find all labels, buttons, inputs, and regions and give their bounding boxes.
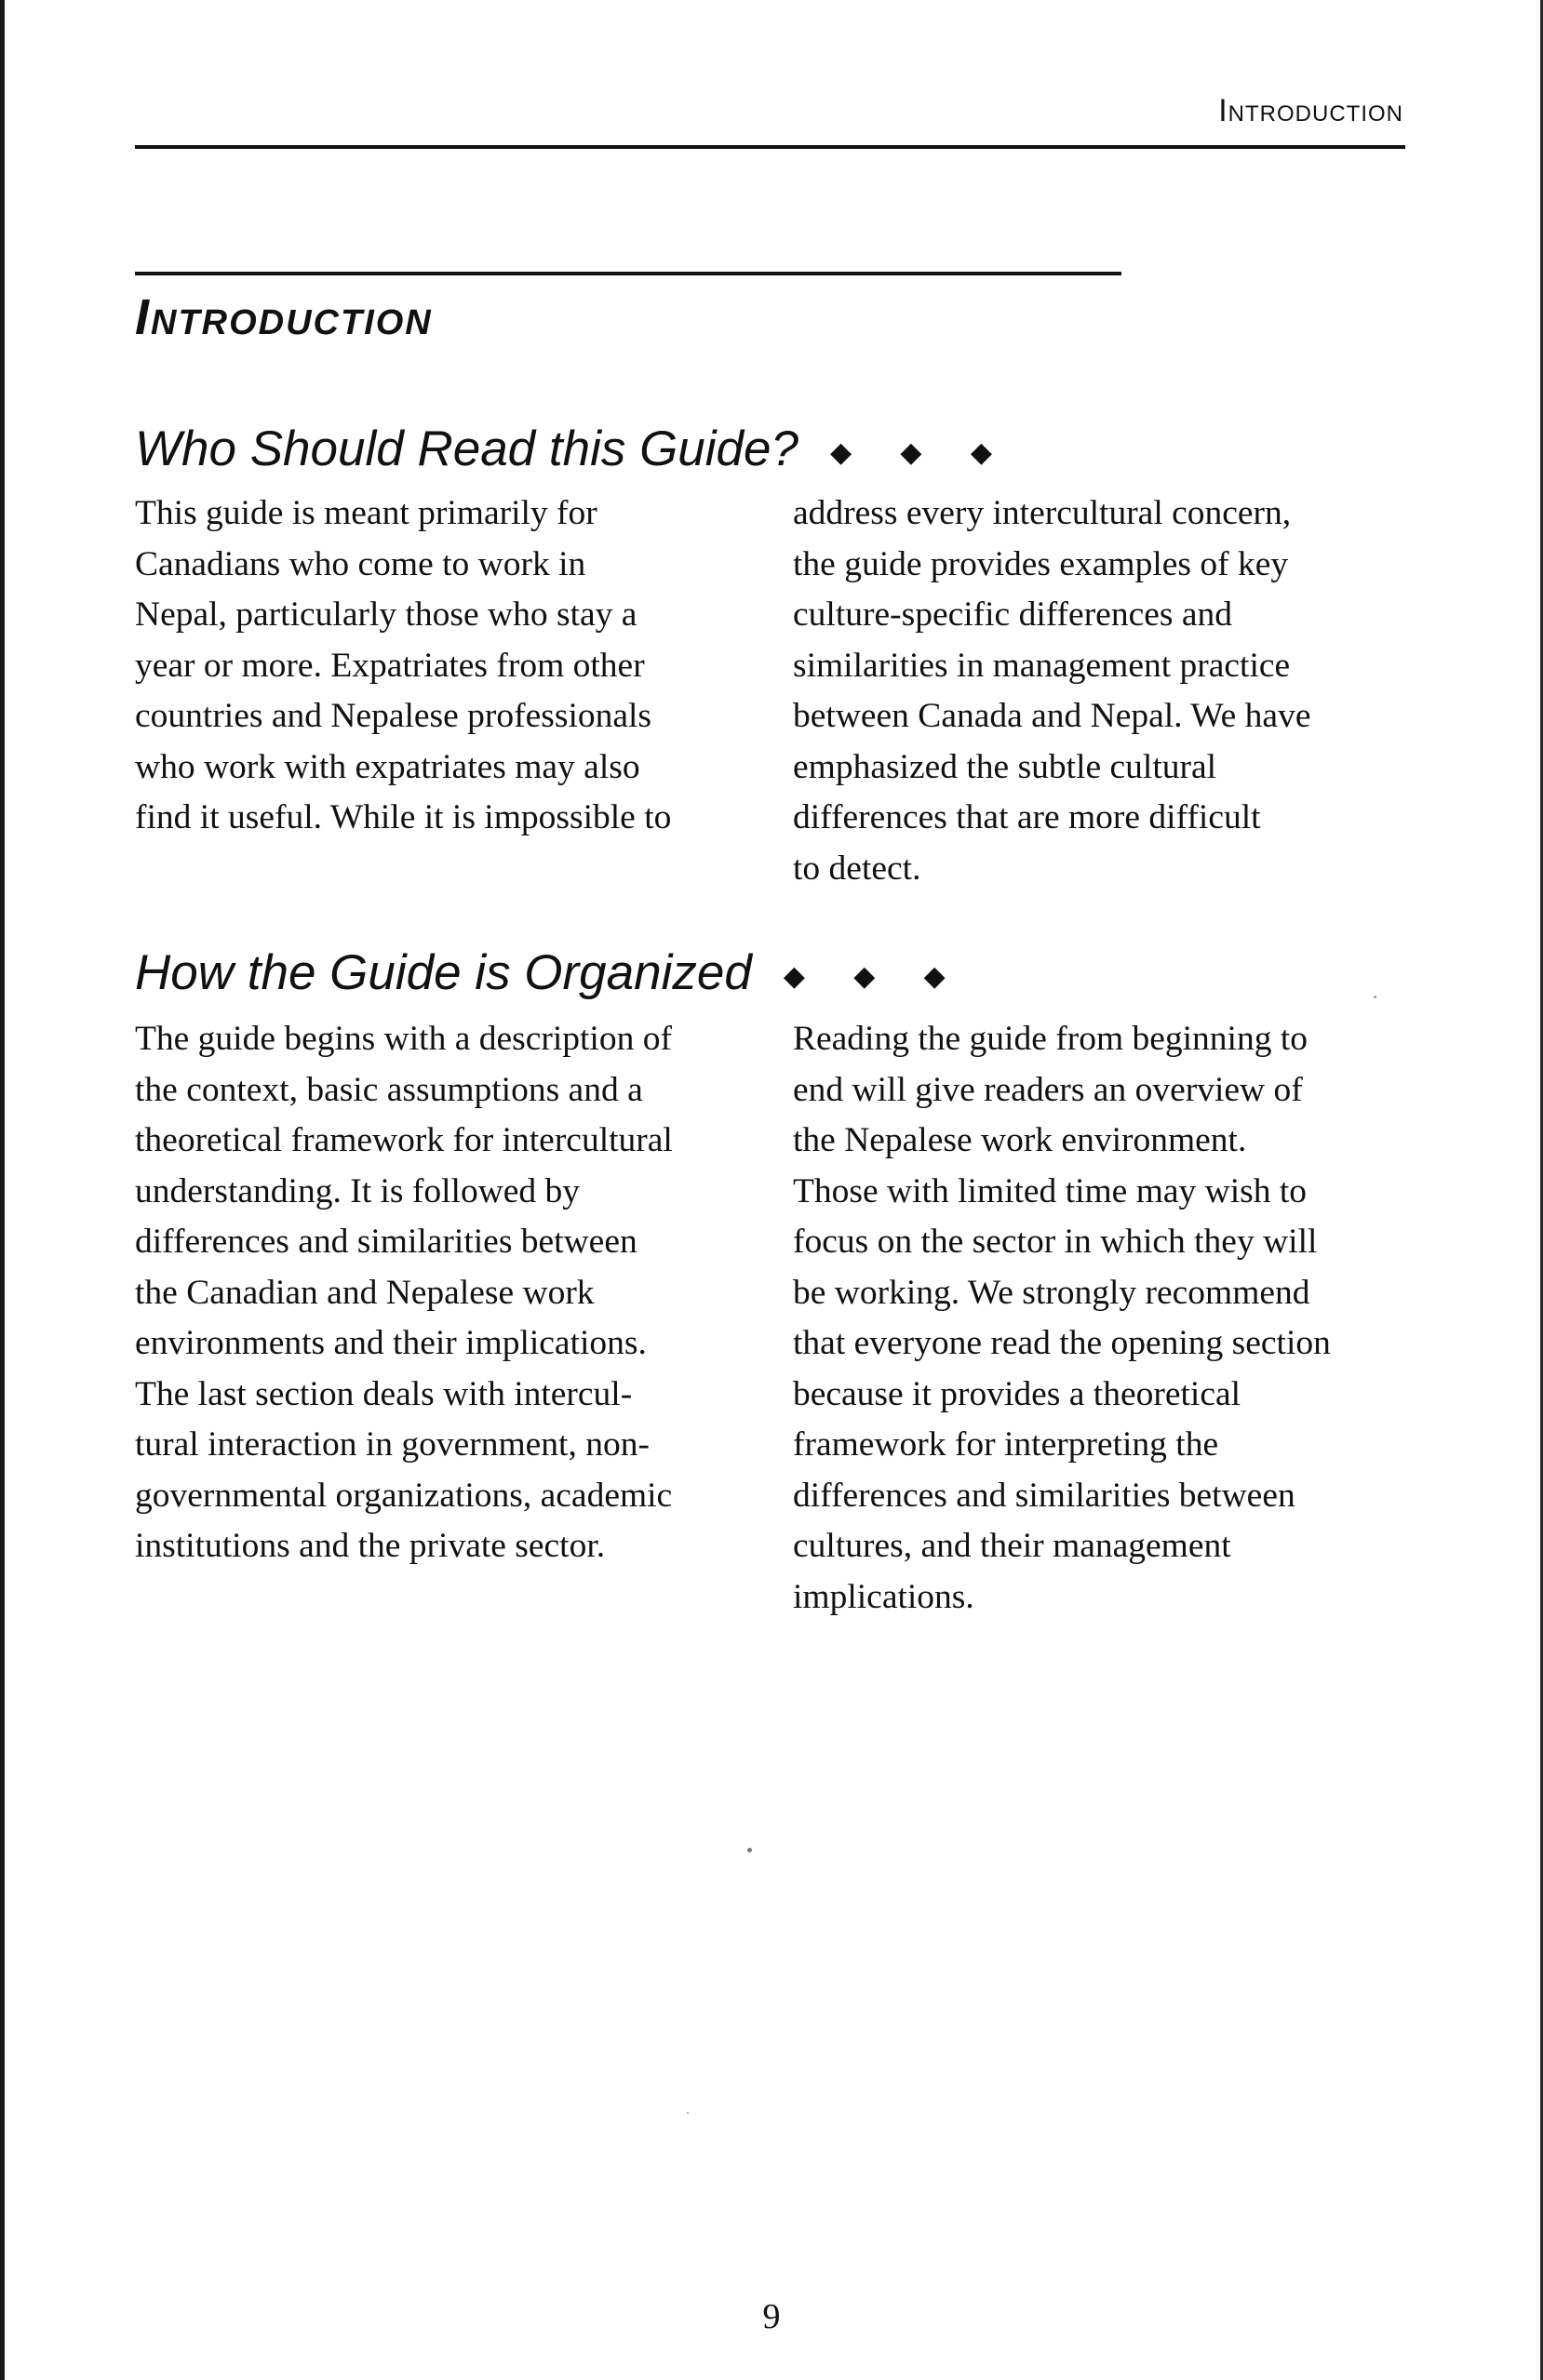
text-line: cultures, and their management [793,1527,1231,1565]
text-line: the Canadian and Nepalese work [135,1273,595,1312]
text-line: find it useful. While it is impossible to [135,798,672,836]
text-line: This guide is meant primarily for [135,494,597,532]
title-rule [135,272,1121,275]
diamond-ornament-icon: ◆ ◆ ◆ [783,960,966,992]
text-line: year or more. Expatriates from other [135,646,645,685]
text-line: Those with limited time may wish to [793,1171,1308,1210]
paragraph [793,488,1416,894]
text-line: address every intercultural concern, [793,494,1292,532]
text-line: countries and Nepalese professionals [135,697,652,735]
page-number: 9 [762,2297,781,2336]
paragraph [135,488,758,844]
text-line: Reading the guide from beginning to [793,1020,1308,1058]
text-line: focus on the sector in which they will [793,1223,1318,1261]
text-line: because it provides a theoretical [793,1374,1241,1413]
text-line: differences and similarities between [793,1476,1295,1515]
chapter-title: Introduction [135,289,433,345]
text-line: The last section deals with intercul- [135,1374,633,1413]
section-heading-who-should-read [135,421,1013,477]
text-line: differences that are more difficult [793,798,1261,836]
scan-speck [1374,996,1376,998]
section-heading-text: How the Guide is Organized [135,945,752,1000]
section-2-left-column [135,1014,758,1572]
text-line: theoretical framework for intercultural [135,1121,673,1159]
text-line: culture-specific differences and [793,595,1232,634]
running-head: Introduction [1218,93,1403,128]
text-line: The guide begins with a description of [135,1020,672,1058]
section-heading-text: Who Should Read this Guide? [135,421,798,476]
text-line: institutions and the private sector. [135,1527,606,1565]
text-line: understanding. It is followed by [135,1171,581,1210]
text-line: be working. We strongly recommend [793,1273,1310,1312]
text-line: who work with expatriates may also [135,747,640,786]
section-1-right-column [793,488,1416,894]
text-line: tural interaction in government, non- [135,1425,650,1464]
text-line: similarities in management practice [793,646,1291,685]
text-line: the context, basic assumptions and a [135,1070,643,1109]
text-line: end will give readers an overview of [793,1070,1303,1109]
text-line: the Nepalese work environment. [793,1121,1247,1159]
page-edge-left [0,0,5,2380]
text-line: emphasized the subtle cultural [793,747,1217,786]
section-2-right-column [793,1014,1416,1623]
text-line: to detect. [793,849,921,888]
text-line: Canadians who come to work in [135,544,586,583]
scan-speck [747,1848,752,1852]
scan-speck [687,2112,689,2114]
paragraph [135,1014,758,1572]
text-line: governmental organizations, academic [135,1476,673,1515]
text-line: the guide provides examples of key [793,544,1289,583]
text-line: between Canada and Nepal. We have [793,697,1311,735]
diamond-ornament-icon: ◆ ◆ ◆ [830,436,1013,468]
text-line: differences and similarities between [135,1223,637,1261]
section-heading-how-organized [135,944,966,1001]
section-1-left-column [135,488,758,844]
text-line: framework for interpreting the [793,1425,1219,1464]
text-line: that everyone read the opening section [793,1324,1331,1362]
header-rule [135,145,1405,149]
text-line: environments and their implications. [135,1324,647,1362]
text-line: implications. [793,1577,974,1616]
text-line: Nepal, particularly those who stay a [135,595,637,634]
paragraph [793,1014,1416,1623]
